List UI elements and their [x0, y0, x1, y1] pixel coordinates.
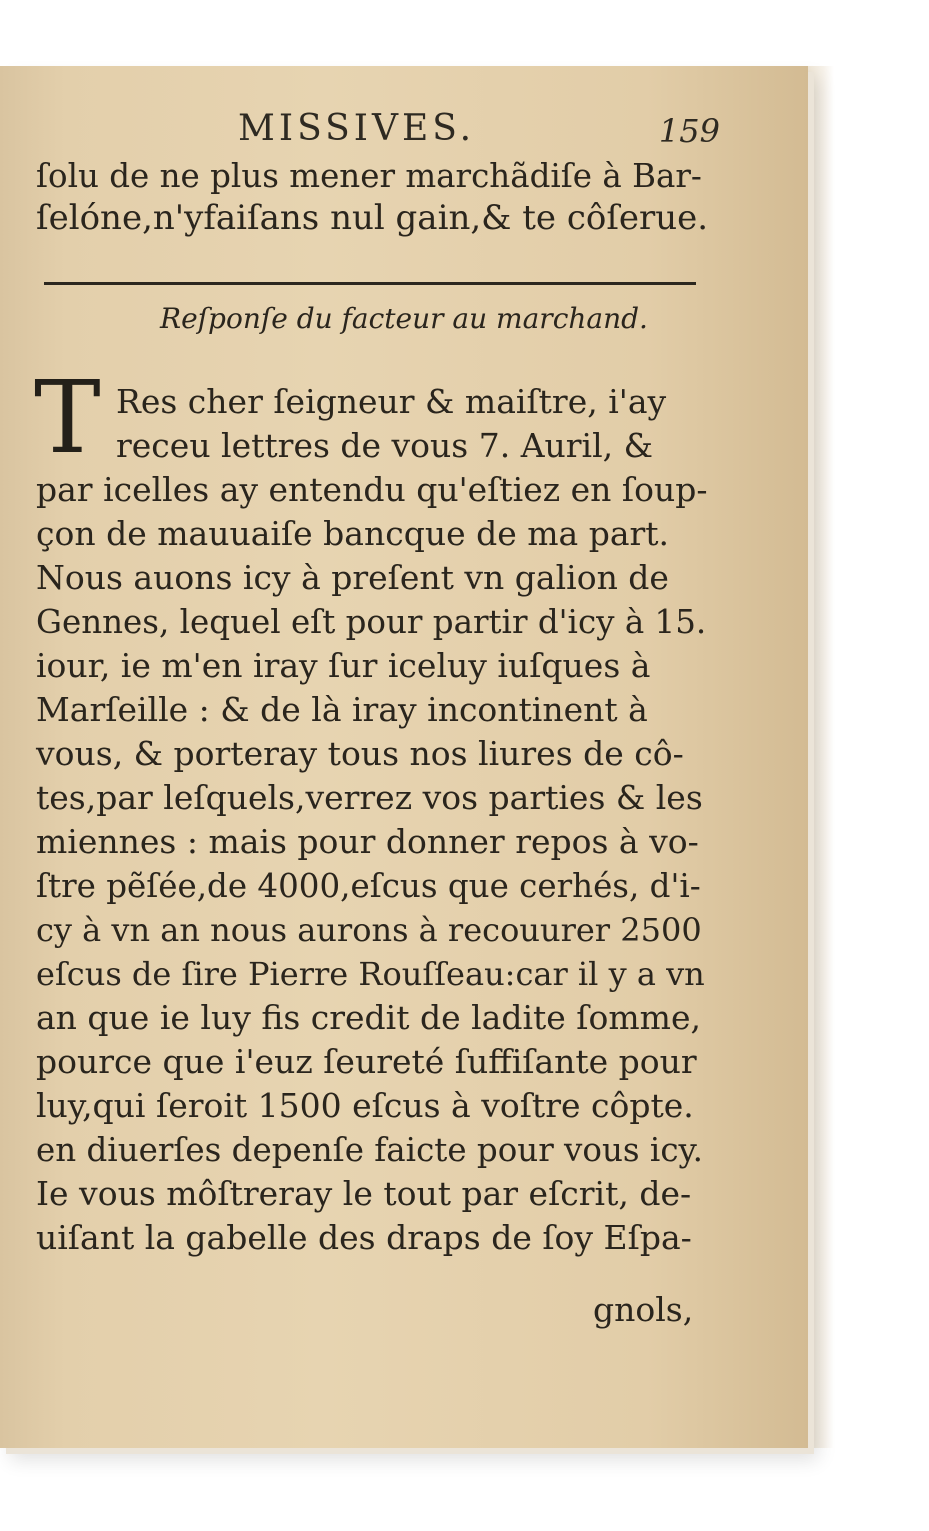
- running-head: [30, 108, 720, 152]
- text-line: tes,par leſquels,verrez vos parties & les: [36, 778, 703, 817]
- opening-line: ſelóne,n'yfaiſans nul gain,& te côſerue.: [36, 198, 709, 238]
- text-line: eſcus de ſire Pierre Rouſſeau:car il y a vn: [36, 955, 705, 993]
- text-line: par icelles ay entendu qu'eſtiez en ſoup-: [36, 470, 708, 509]
- text-line: miennes : mais pour donner repos à vo-: [36, 822, 699, 861]
- section-heading: Reſponſe du facteur au marchand.: [160, 302, 648, 335]
- text-line: ſtre pẽſée,de 4000,eſcus que cerhés, d'i-: [36, 867, 701, 905]
- text-line: çon de mauuaiſe bancque de ma part.: [36, 514, 670, 553]
- text-line: pource que i'euz ſeureté ſuffiſante pour: [36, 1042, 697, 1081]
- page-number: 159: [658, 112, 720, 150]
- text-line: Res cher ſeigneur & maiſtre, i'ay: [116, 382, 667, 421]
- text-line: cy à vn an nous aurons à recouurer 2500: [36, 911, 702, 949]
- text-line: receu lettres de vous 7. Auril, &: [116, 426, 654, 465]
- text-line: uiſant la gabelle des draps de ſoy Eſpa-: [36, 1218, 692, 1257]
- running-title: MISSIVES.: [238, 108, 476, 149]
- text-line: Marſeille : & de là iray incontinent à: [36, 690, 648, 729]
- section-rule: [44, 282, 696, 285]
- drop-cap: T: [34, 359, 101, 476]
- text-line: Gennes, lequel eſt pour partir d'icy à 15.: [36, 603, 707, 641]
- text-line: iour, ie m'en iray ſur iceluy iuſques à: [36, 646, 651, 685]
- text-line: Ie vous môſtreray le tout par eſcrit, de-: [36, 1174, 692, 1213]
- text-line: an que ie luy fis credit de ladite ſomme,: [36, 998, 701, 1037]
- catchword: gnols,: [593, 1290, 694, 1329]
- text-line: Nous auons icy à preſent vn galion de: [36, 558, 669, 597]
- opening-line: ſolu de ne plus mener marchãdiſe à Bar-: [36, 157, 702, 195]
- text-line: en diuerſes depenſe faicte pour vous icy.: [36, 1131, 703, 1169]
- text-line: luy,qui ſeroit 1500 eſcus à voſtre côpte.: [36, 1086, 694, 1125]
- text-line: vous, & porteray tous nos liures de cô-: [36, 734, 684, 773]
- page-edge-shadow: [808, 66, 834, 1448]
